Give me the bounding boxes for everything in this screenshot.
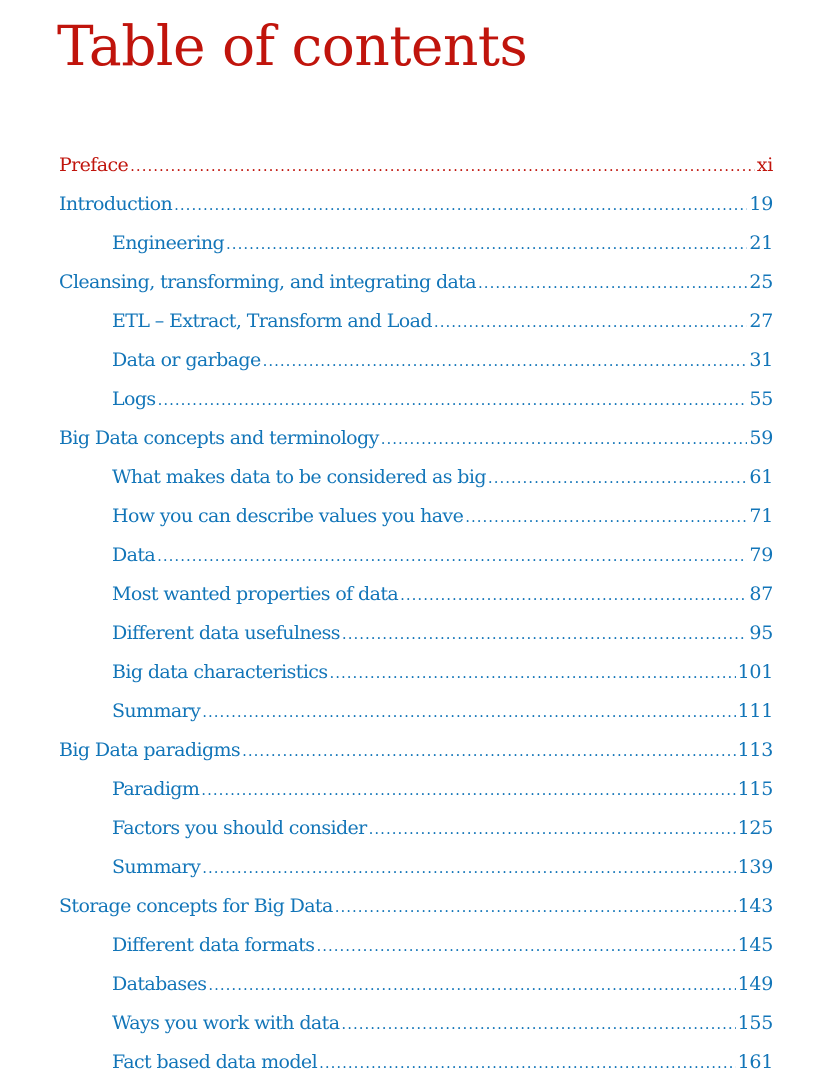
toc-entry[interactable]: [59, 1043, 773, 1082]
toc-entry[interactable]: [59, 965, 773, 1004]
dot-leader: [316, 927, 735, 966]
toc-entry-title: Factors you should consider: [112, 817, 367, 839]
toc-entry[interactable]: [59, 614, 773, 653]
toc-entry[interactable]: [59, 575, 773, 614]
toc-entry[interactable]: [59, 185, 773, 224]
dot-leader: [158, 381, 748, 420]
dot-leader: [341, 1005, 735, 1044]
toc-entry-page-number: 55: [749, 388, 773, 410]
toc-entry[interactable]: [59, 770, 773, 809]
toc-entry-page-number: 115: [737, 778, 773, 800]
toc-entry-title: Fact based data model: [112, 1051, 318, 1073]
toc-entry-page-number: 113: [737, 739, 773, 761]
toc-entry-title: Most wanted properties of data: [112, 583, 399, 605]
dot-leader: [202, 849, 735, 888]
toc-entry-title: Different data formats: [112, 934, 315, 956]
toc-entry-title: Different data usefulness: [112, 622, 340, 644]
dot-leader: [400, 576, 747, 615]
dot-leader: [242, 732, 736, 771]
toc-entry-title: Logs: [112, 388, 156, 410]
toc-entry-title: Big data characteristics: [112, 661, 328, 683]
toc-entry[interactable]: [59, 536, 773, 575]
toc-entry-page-number: 31: [749, 349, 773, 371]
toc-entry[interactable]: [59, 302, 773, 341]
toc-entry-page-number: 25: [749, 271, 773, 293]
toc-entry-page-number: 19: [749, 193, 773, 215]
table-of-contents: [59, 146, 773, 1082]
toc-entry-page-number: 155: [737, 1012, 773, 1034]
dot-leader: [369, 810, 736, 849]
toc-entry-title: Cleansing, transforming, and integrating data: [59, 271, 477, 293]
toc-entry[interactable]: [59, 692, 773, 731]
dot-leader: [335, 888, 736, 927]
toc-entry-page-number: 71: [749, 505, 773, 527]
dot-leader: [202, 693, 735, 732]
page-title: Table of contents: [57, 14, 528, 78]
toc-entry-page-number: 79: [749, 544, 773, 566]
toc-entry-page-number: 87: [749, 583, 773, 605]
dot-leader: [488, 459, 748, 498]
dot-leader: [381, 420, 748, 459]
toc-entry[interactable]: [59, 341, 773, 380]
toc-entry-title: How you can describe values you have: [112, 505, 464, 527]
toc-entry-page-number: 125: [737, 817, 773, 839]
toc-entry-page-number: 27: [749, 310, 773, 332]
toc-entry-title: Databases: [112, 973, 207, 995]
toc-entry[interactable]: [59, 731, 773, 770]
toc-entry-title: Data or garbage: [112, 349, 261, 371]
dot-leader: [130, 147, 755, 186]
toc-entry-title: ETL – Extract, Transform and Load: [112, 310, 432, 332]
dot-leader: [157, 537, 747, 576]
toc-entry[interactable]: [59, 419, 773, 458]
toc-entry[interactable]: [59, 224, 773, 263]
toc-entry-page-number: 139: [737, 856, 773, 878]
toc-entry-title: Paradigm: [112, 778, 200, 800]
toc-entry[interactable]: [59, 848, 773, 887]
toc-entry-title: Engineering: [112, 232, 225, 254]
toc-entry-page-number: 61: [749, 466, 773, 488]
toc-entry[interactable]: [59, 458, 773, 497]
toc-entry[interactable]: [59, 380, 773, 419]
toc-entry-page-number: 143: [737, 895, 773, 917]
toc-entry-page-number: 101: [737, 661, 773, 683]
toc-entry-page-number: 149: [737, 973, 773, 995]
toc-entry-title: Introduction: [59, 193, 173, 215]
toc-entry-title: Storage concepts for Big Data: [59, 895, 333, 917]
toc-entry-title: Ways you work with data: [112, 1012, 340, 1034]
dot-leader: [263, 342, 748, 381]
dot-leader: [174, 186, 747, 225]
dot-leader: [226, 225, 747, 264]
toc-entry[interactable]: [59, 497, 773, 536]
toc-entry-page-number: 145: [737, 934, 773, 956]
toc-entry-title: Big Data concepts and terminology: [59, 427, 379, 449]
toc-entry-page-number: 95: [749, 622, 773, 644]
toc-entry-page-number: 59: [749, 427, 773, 449]
toc-entry-title: Summary: [112, 700, 201, 722]
toc-entry-page-number: 111: [737, 700, 773, 722]
dot-leader: [434, 303, 748, 342]
toc-entry[interactable]: [59, 809, 773, 848]
toc-entry[interactable]: [59, 926, 773, 965]
toc-entry-title: Data: [112, 544, 156, 566]
dot-leader: [319, 1044, 736, 1083]
toc-entry-title: What makes data to be considered as big: [112, 466, 486, 488]
toc-entry-page-number: 21: [749, 232, 773, 254]
dot-leader: [208, 966, 735, 1005]
dot-leader: [478, 264, 747, 303]
toc-entry[interactable]: [59, 146, 773, 185]
dot-leader: [201, 771, 735, 810]
toc-entry[interactable]: [59, 653, 773, 692]
toc-entry[interactable]: [59, 263, 773, 302]
toc-entry[interactable]: [59, 887, 773, 926]
toc-entry-page-number: 161: [737, 1051, 773, 1073]
toc-entry[interactable]: [59, 1004, 773, 1043]
toc-entry-title: Big Data paradigms: [59, 739, 241, 761]
dot-leader: [465, 498, 747, 537]
toc-entry-title: Preface: [59, 154, 129, 176]
toc-entry-page-number: xi: [756, 154, 773, 176]
dot-leader: [329, 654, 735, 693]
dot-leader: [342, 615, 748, 654]
toc-entry-title: Summary: [112, 856, 201, 878]
